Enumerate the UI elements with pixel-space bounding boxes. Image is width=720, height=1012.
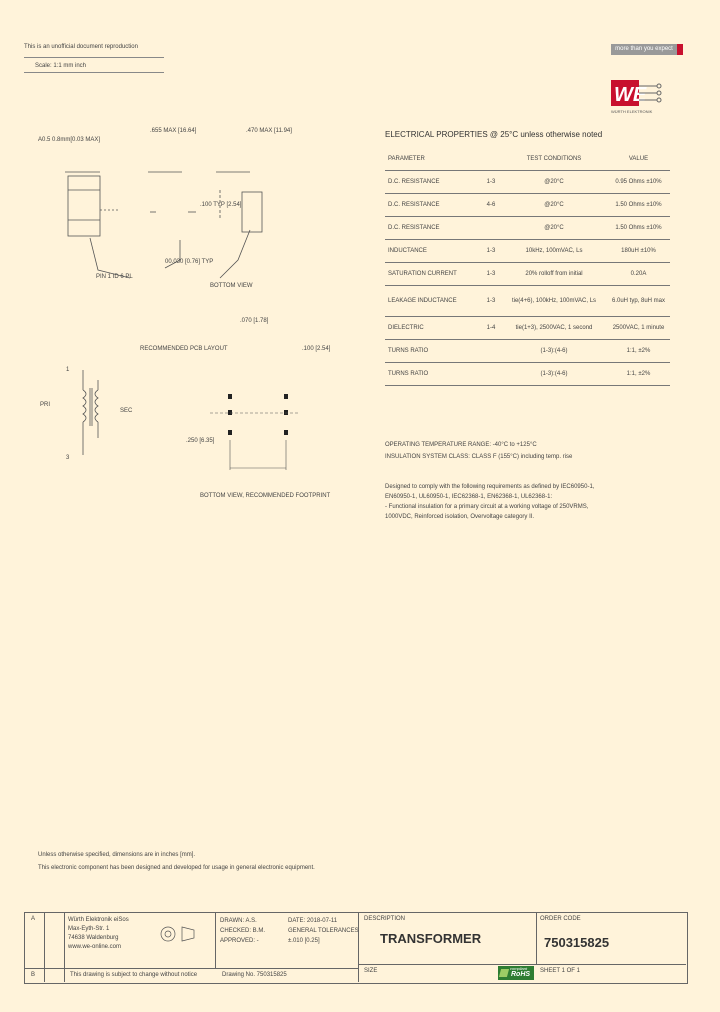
rohs-label: RoHS xyxy=(511,971,531,978)
table-cell: SATURATION CURRENT xyxy=(385,263,481,286)
table-cell: 1-4 xyxy=(481,317,501,340)
table-cell: tie(1+3), 2500VAC, 1 second xyxy=(501,317,607,340)
table-cell: D.C. RESISTANCE xyxy=(385,217,481,240)
tb-rev-2: B xyxy=(31,972,36,978)
pcb-footprint xyxy=(170,380,350,480)
table-cell: @20°C xyxy=(501,217,607,240)
header-divider xyxy=(24,57,164,58)
spec-table xyxy=(385,148,670,386)
schematic-diagram xyxy=(28,360,138,470)
table-cell: (1-3):(4-6) xyxy=(501,340,607,363)
tb-title: TRANSFORMER xyxy=(380,931,482,946)
table-cell xyxy=(481,340,501,363)
dim-top-label: A0.5 0.8mm[0.03 MAX] xyxy=(38,137,101,143)
note-5: - Functional insulation for a primary circuit at a working voltage of 250VRMS, xyxy=(385,504,589,510)
tb-part-number: 750315825 xyxy=(544,935,610,950)
dim-pins-label: PIN 1 ID 6 PL xyxy=(96,274,133,280)
company-line: 74638 Waldenburg xyxy=(68,935,119,941)
logo-brand: WÜRTH ELEKTRONIK xyxy=(611,109,653,114)
logo-letters: WE xyxy=(614,84,647,106)
company-line: www.we-online.com xyxy=(68,944,122,950)
mechanical-drawing xyxy=(20,120,360,320)
tb-bottom-mid: Drawing No. 750315825 xyxy=(222,972,287,978)
dim-d2: .470 MAX [11.94] xyxy=(246,128,292,134)
tb-dates xyxy=(288,916,359,946)
table-row xyxy=(385,194,670,217)
table-cell: 1:1, ±2% xyxy=(607,340,670,363)
approval-line: DRAWN: A.S. xyxy=(220,918,257,924)
table-row xyxy=(385,240,670,263)
tb-title-label: DESCRIPTION xyxy=(364,916,406,922)
rohs-check-icon xyxy=(499,969,509,977)
layout-lp4: .100 [2.54] xyxy=(302,346,331,352)
table-header-cell: TEST CONDITIONS xyxy=(501,148,607,171)
tb-size-label: SIZE xyxy=(364,968,378,974)
table-cell: 1-3 xyxy=(481,240,501,263)
table-row xyxy=(385,217,670,240)
header-line-2: Scale: 1:1 mm inch xyxy=(35,63,87,69)
badge-accent xyxy=(677,44,683,55)
table-cell: 10kHz, 100mVAC, Ls xyxy=(501,240,607,263)
projection-symbol-icon xyxy=(158,920,198,950)
table-cell: 0.20A xyxy=(607,263,670,286)
table-row xyxy=(385,317,670,340)
approval-line: APPROVED: - xyxy=(220,938,259,944)
tb-sheet: SHEET 1 OF 1 xyxy=(540,968,580,974)
tb-bottom-left: This drawing is subject to change without notice xyxy=(70,972,198,978)
table-cell: 6.0uH typ, 8uH max xyxy=(607,286,670,317)
table-cell xyxy=(481,363,501,386)
footer-note-1: Unless otherwise specified, dimensions are in inches [mm]. xyxy=(38,852,196,858)
table-cell: D.C. RESISTANCE xyxy=(385,194,481,217)
layout-lp2: RECOMMENDED PCB LAYOUT xyxy=(140,346,228,352)
table-cell: 1-3 xyxy=(481,286,501,317)
date-line: DATE: 2018-07-11 xyxy=(288,918,338,924)
table-header-row xyxy=(385,148,670,171)
table-cell: INDUCTANCE xyxy=(385,240,481,263)
tb-approvals xyxy=(220,916,265,946)
table-cell: 1-3 xyxy=(481,263,501,286)
header-badge: more than you expect xyxy=(611,44,677,55)
table-cell: 180uH ±10% xyxy=(607,240,670,263)
date-line: GENERAL TOLERANCES xyxy=(288,928,359,934)
tb-order-label: ORDER CODE xyxy=(540,916,581,922)
dim-d3: .100 TYP [2.54] xyxy=(200,202,242,208)
table-row xyxy=(385,286,670,317)
table-row xyxy=(385,263,670,286)
dim-d5: 00.030 [0.76] TYP xyxy=(165,259,214,265)
table-cell: 0.95 Ohms ±10% xyxy=(607,171,670,194)
rohs-badge xyxy=(498,966,534,980)
company-line: Würth Elektronik eiSos xyxy=(68,917,129,923)
note-4: EN60950-1, UL60950-1, IEC62368-1, EN62368-1, UL62368-1: xyxy=(385,494,553,500)
approval-line: CHECKED: B.M. xyxy=(220,928,266,934)
spec-table-title: ELECTRICAL PROPERTIES @ 25°C unless otherwise noted xyxy=(385,130,603,139)
header-divider-2 xyxy=(24,72,164,73)
table-header-cell: PARAMETER xyxy=(385,148,481,171)
table-cell: 1.50 Ohms ±10% xyxy=(607,194,670,217)
table-cell: DIELECTRIC xyxy=(385,317,481,340)
table-cell xyxy=(481,217,501,240)
layout-lp3: .250 [6.35] xyxy=(186,438,215,444)
table-row xyxy=(385,363,670,386)
footer-note-2: This electronic component has been designed and developed for usage in general electronic equipment. xyxy=(38,865,315,871)
table-header-cell: VALUE xyxy=(607,148,670,171)
table-cell: 1:1, ±2% xyxy=(607,363,670,386)
dim-d1: .655 MAX [16.64] xyxy=(150,128,197,134)
table-cell: 20% rolloff from initial xyxy=(501,263,607,286)
table-cell: D.C. RESISTANCE xyxy=(385,171,481,194)
company-line: Max-Eyth-Str. 1 xyxy=(68,926,110,932)
table-cell: 1.50 Ohms ±10% xyxy=(607,217,670,240)
table-cell: 4-6 xyxy=(481,194,501,217)
table-cell: (1-3):(4-6) xyxy=(501,363,607,386)
table-cell: @20°C xyxy=(501,194,607,217)
table-cell: 1-3 xyxy=(481,171,501,194)
table-row xyxy=(385,340,670,363)
schematic-sec: SEC xyxy=(120,408,133,414)
we-logo xyxy=(611,78,665,118)
layout-lp1: .070 [1.78] xyxy=(240,318,269,324)
table-cell: TURNS RATIO xyxy=(385,340,481,363)
schematic-pin-1: 1 xyxy=(66,367,70,373)
table-cell: TURNS RATIO xyxy=(385,363,481,386)
schematic-pin-3: 3 xyxy=(66,455,70,461)
header-line-1: This is an unofficial document reproduction xyxy=(24,44,138,50)
schematic-pri: PRI xyxy=(40,402,51,408)
layout-lp6: BOTTOM VIEW, RECOMMENDED FOOTPRINT xyxy=(200,493,331,499)
date-line: ±.010 [0.25] xyxy=(288,938,320,944)
table-row xyxy=(385,171,670,194)
note-3: Designed to comply with the following requirements as defined by IEC60950-1, xyxy=(385,484,595,490)
note-6: 1000VDC, Reinforced isolation, Overvoltage category II. xyxy=(385,514,535,520)
rohs-sub: compliant xyxy=(510,966,528,971)
table-cell: @20°C xyxy=(501,171,607,194)
table-cell: LEAKAGE INDUCTANCE xyxy=(385,286,481,317)
tb-rev: A xyxy=(31,916,36,922)
note-2: INSULATION SYSTEM CLASS: CLASS F (155°C) including temp. rise xyxy=(385,454,573,460)
dim-d6: BOTTOM VIEW xyxy=(210,283,253,289)
table-cell: tie(4+6), 100kHz, 100mVAC, Ls xyxy=(501,286,607,317)
tb-company xyxy=(68,916,129,952)
table-cell: 2500VAC, 1 minute xyxy=(607,317,670,340)
note-1: OPERATING TEMPERATURE RANGE: -40°C to +125°C xyxy=(385,442,537,448)
